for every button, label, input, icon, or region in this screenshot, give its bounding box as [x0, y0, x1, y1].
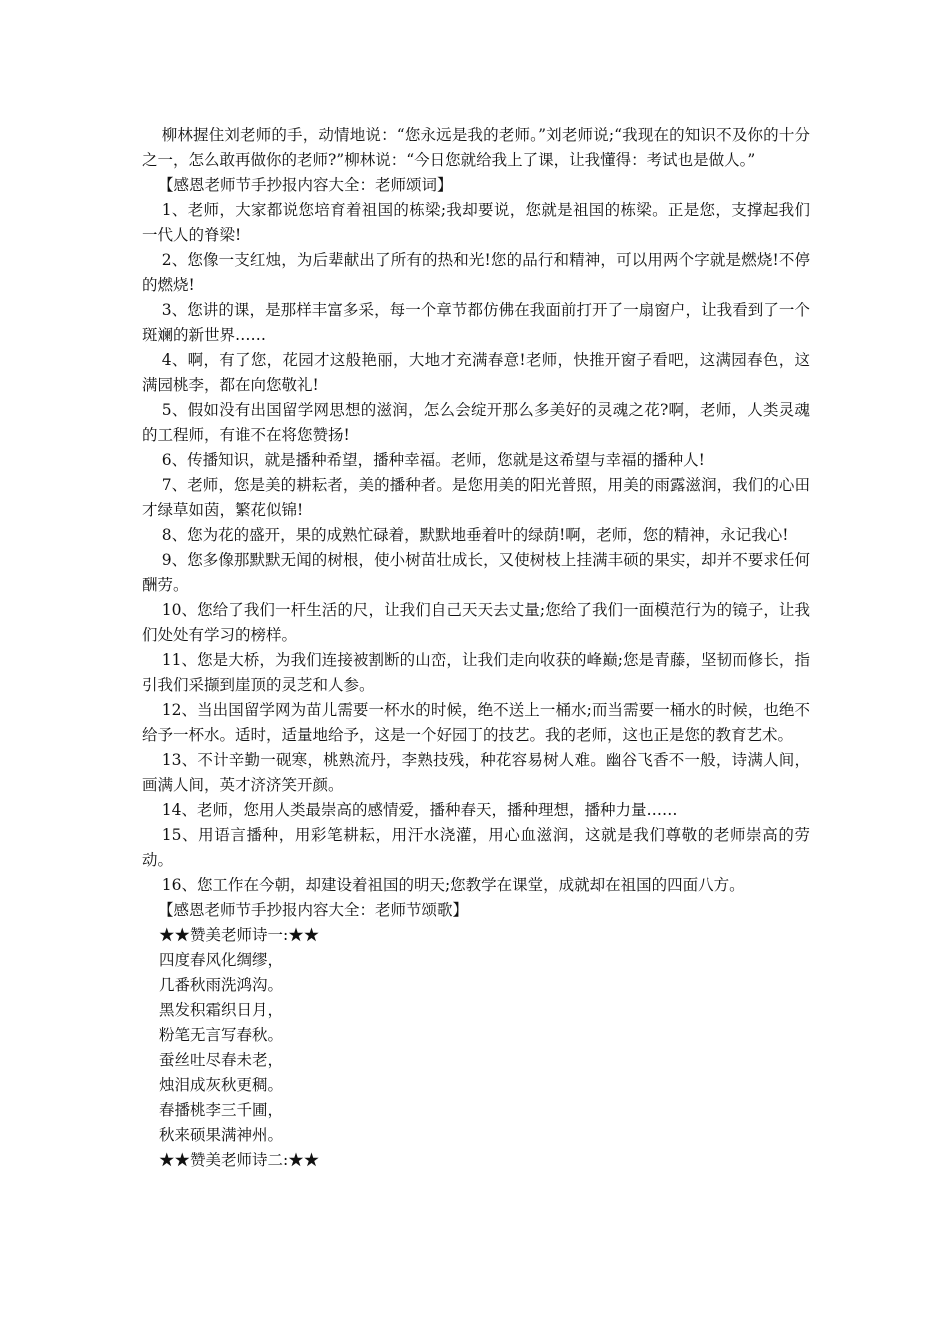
poem-line: 黑发积霜织日月，: [159, 1001, 284, 1019]
ode-item: 1、老师，大家都说您培育着祖国的栋梁;我却要说，您就是祖国的栋梁。正是您，支撑起我们一代人的脊梁!: [142, 201, 810, 244]
ode-item: 7、老师，您是美的耕耘者，美的播种者。是您用美的阳光普照，用美的雨露滋润，我们的心田才绿草如茵，繁花似锦!: [142, 476, 810, 519]
ode-item: 3、您讲的课，是那样丰富多采，每一个章节都仿佛在我面前打开了一扇窗户，让我看到了一个斑斓的新世界……: [142, 301, 810, 344]
poem-title: ★★赞美老师诗一:★★: [159, 926, 320, 944]
ode-item: 14、老师，您用人类最崇高的感情爱，播种春天，播种理想，播种力量……: [161, 801, 678, 819]
ode-item: 13、不计辛勤一砚寒，桃熟流丹，李熟技残，种花容易树人难。幽谷飞香不一般，诗满人间，画满人间，英才济济笑开颜。: [142, 751, 810, 794]
ode-item: 8、您为花的盛开，果的成熟忙碌着，默默地垂着叶的绿荫!啊，老师，您的精神，永记我心!: [161, 526, 789, 544]
document-page: [142, 123, 810, 1173]
ode-item: 9、您多像那默默无闻的树根，使小树苗壮成长，又使树枝上挂满丰硕的果实，却并不要求任何酬劳。: [142, 551, 810, 594]
ode-item: 16、您工作在今朝，却建设着祖国的明天;您教学在课堂，成就却在祖国的四面八方。: [161, 876, 745, 894]
poem-line: 烛泪成灰秋更稠。: [159, 1076, 284, 1094]
poem-line: 四度春风化绸缪，: [159, 951, 284, 969]
section-heading-ode: 【感恩老师节手抄报内容大全：老师颂词】: [158, 176, 453, 194]
section-heading-song: 【感恩老师节手抄报内容大全：老师节颂歌】: [158, 901, 469, 919]
ode-item: 2、您像一支红烛，为后辈献出了所有的热和光!您的品行和精神，可以用两个字就是燃烧!不停的燃烧!: [142, 251, 810, 294]
poem-line: 秋来硕果满神州。: [159, 1126, 284, 1144]
ode-item: 5、假如没有出国留学网思想的滋润，怎么会绽开那么多美好的灵魂之花?啊，老师，人类灵魂的工程师，有谁不在将您赞扬!: [142, 401, 810, 444]
poem-line: 几番秋雨洗鸿沟。: [159, 976, 284, 994]
ode-item: 6、传播知识，就是播种希望，播种幸福。老师，您就是这希望与幸福的播种人!: [161, 451, 705, 469]
ode-item: 4、啊，有了您，花园才这般艳丽，大地才充满春意!老师，快推开窗子看吧，这满园春色，这满园桃李，都在向您敬礼!: [142, 351, 810, 394]
poem-line: 蚕丝吐尽春未老，: [159, 1051, 284, 1069]
ode-item: 11、您是大桥，为我们连接被割断的山峦，让我们走向收获的峰巅;您是青藤，坚韧而修长，指引我们采撷到崖顶的灵芝和人参。: [142, 651, 810, 694]
poem-line: 粉笔无言写春秋。: [159, 1026, 284, 1044]
intro-paragraph: 柳林握住刘老师的手，动情地说：“您永远是我的老师。”刘老师说;“我现在的知识不及你的十分之一，怎么敢再做你的老师?”柳林说：“今日您就给我上了课，让我懂得：考试也是做人。”: [142, 126, 810, 169]
ode-item: 12、当出国留学网为苗儿需要一杯水的时候，绝不送上一桶水;而当需要一桶水的时候，也绝不给予一杯水。适时，适量地给予，这是一个好园丁的技艺。我的老师，这也正是您的教育艺术。: [142, 701, 810, 744]
poem-title: ★★赞美老师诗二:★★: [159, 1151, 320, 1169]
poem-line: 春播桃李三千圃，: [159, 1101, 284, 1119]
ode-item: 15、用语言播种，用彩笔耕耘，用汗水浇灌，用心血滋润，这就是我们尊敬的老师崇高的劳动。: [142, 826, 810, 869]
ode-item: 10、您给了我们一杆生活的尺，让我们自己天天去丈量;您给了我们一面模范行为的镜子，让我们处处有学习的榜样。: [142, 601, 810, 644]
